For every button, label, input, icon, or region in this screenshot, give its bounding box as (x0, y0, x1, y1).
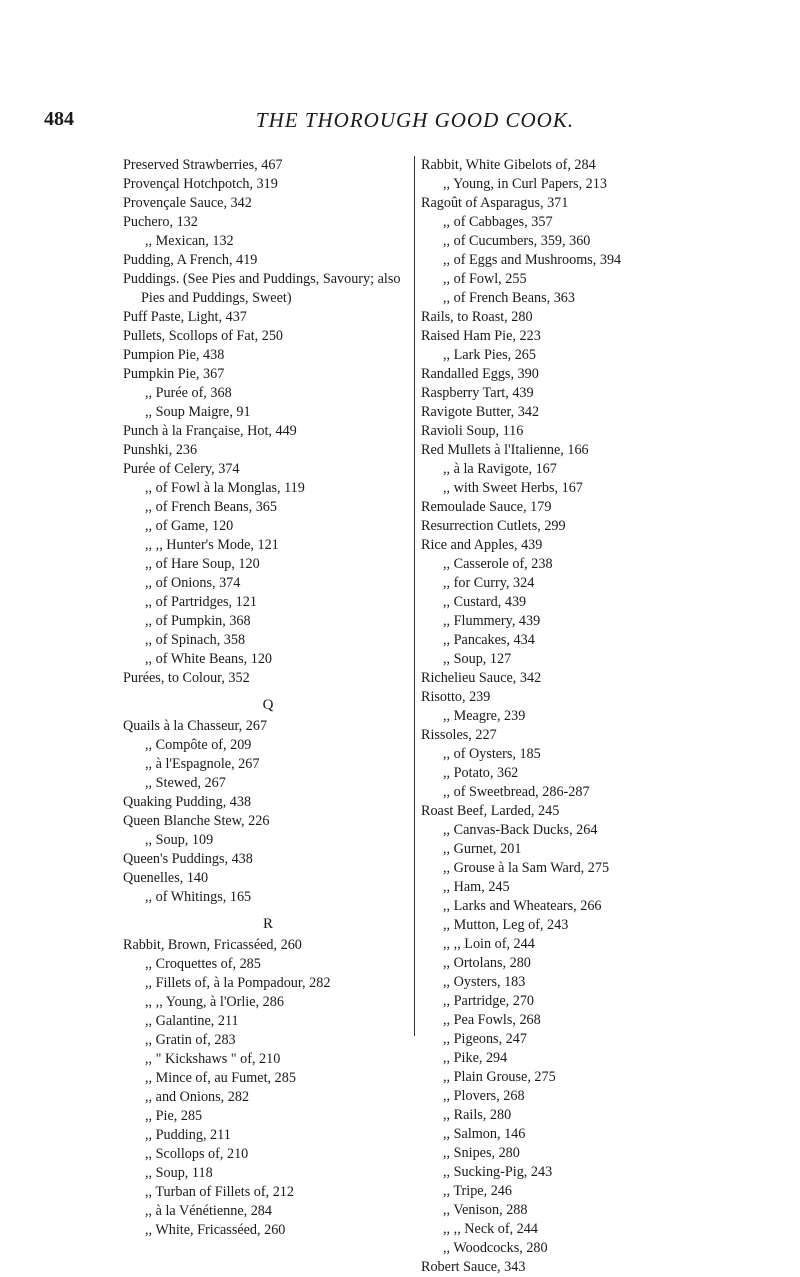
index-subentry: ,, Soup Maigre, 91 (145, 404, 251, 420)
index-subentry: ,, of Pumpkin, 368 (145, 613, 251, 629)
index-subentry: ,, Custard, 439 (443, 594, 527, 610)
index-subentry: ,, Grouse à la Sam Ward, 275 (443, 860, 610, 876)
index-subentry: ,, Gratin of, 283 (145, 1032, 236, 1048)
index-entry: Pullets, Scollops of Fat, 250 (123, 328, 284, 344)
index-subentry: ,, White, Fricasséed, 260 (145, 1222, 286, 1238)
index-subentry: ,, for Curry, 324 (443, 575, 535, 591)
index-subentry: ,, of Fowl, 255 (443, 271, 527, 287)
index-subentry: ,, ,, Neck of, 244 (443, 1221, 538, 1237)
index-subentry: ,, Turban of Fillets of, 212 (145, 1184, 294, 1200)
index-subentry: ,, of White Beans, 120 (145, 651, 273, 667)
index-subentry: ,, Oysters, 183 (443, 974, 526, 990)
index-subentry: ,, of Whitings, 165 (145, 889, 252, 905)
index-entry: Risotto, 239 (421, 689, 491, 705)
running-title: THE THOROUGH GOOD COOK. (255, 108, 575, 132)
index-entry: Puddings. (See Pies and Puddings, Savoury; also Pies and Puddings, Sweet) (123, 271, 401, 306)
index-subentry: ,, of Partridges, 121 (145, 594, 257, 610)
section-letter: Q (262, 697, 274, 713)
index-entry: Purée of Celery, 374 (123, 461, 240, 477)
index-subentry: ,, of Sweetbread, 286-287 (443, 784, 590, 800)
index-subentry: ,, of Cucumbers, 359, 360 (443, 233, 591, 249)
index-entry: Ravioli Soup, 116 (421, 423, 524, 439)
index-subentry: ,, ,, Hunter's Mode, 121 (145, 537, 279, 553)
index-subentry: ,, Mutton, Leg of, 243 (443, 917, 569, 933)
index-subentry: ,, Fillets of, à la Pompadour, 282 (145, 975, 331, 991)
index-subentry: ,, Mince of, au Fumet, 285 (145, 1070, 296, 1086)
index-entry: Resurrection Cutlets, 299 (421, 518, 566, 534)
index-entry: Preserved Strawberries, 467 (123, 157, 283, 173)
index-entry: Rissoles, 227 (421, 727, 497, 743)
index-subentry: ,, Casserole of, 238 (443, 556, 553, 572)
index-subentry: ,, ,, Young, à l'Orlie, 286 (145, 994, 284, 1010)
index-subentry: ,, Soup, 109 (145, 832, 214, 848)
index-subentry: ,, Croquettes of, 285 (145, 956, 261, 972)
index-subentry: ,, Pea Fowls, 268 (443, 1012, 541, 1028)
index-subentry: ,, à la Ravigote, 167 (443, 461, 557, 477)
index-entry: Rabbit, Brown, Fricasséed, 260 (123, 937, 302, 953)
index-entry: Richelieu Sauce, 342 (421, 670, 542, 686)
index-entry: Pumpion Pie, 438 (123, 347, 225, 363)
index-subentry: ,, Woodcocks, 280 (443, 1240, 548, 1256)
index-subentry: ,, " Kickshaws " of, 210 (145, 1051, 281, 1067)
index-subentry: ,, à la Vénétienne, 284 (145, 1203, 272, 1219)
index-subentry: ,, Potato, 362 (443, 765, 519, 781)
index-subentry: ,, Compôte of, 209 (145, 737, 252, 753)
index-subentry: ,, Pike, 294 (443, 1050, 508, 1066)
index-entry: Quails à la Chasseur, 267 (123, 718, 268, 734)
page-header (0, 108, 800, 132)
index-entry: Punch à la Française, Hot, 449 (123, 423, 297, 439)
index-entry: Raspberry Tart, 439 (421, 385, 534, 401)
index-subentry: ,, of French Beans, 363 (443, 290, 575, 306)
index-subentry: ,, Sucking-Pig, 243 (443, 1164, 553, 1180)
index-entry: Ravigote Butter, 342 (421, 404, 540, 420)
index-subentry: ,, of Spinach, 358 (145, 632, 246, 648)
index-subentry: ,, Partridge, 270 (443, 993, 535, 1009)
index-subentry: ,, Soup, 118 (145, 1165, 213, 1181)
index-subentry: ,, and Onions, 282 (145, 1089, 250, 1105)
index-subentry: ,, Gurnet, 201 (443, 841, 522, 857)
index-entry: Red Mullets à l'Italienne, 166 (421, 442, 589, 458)
index-subentry: ,, Scollops of, 210 (145, 1146, 249, 1162)
index-subentry: ,, Stewed, 267 (145, 775, 226, 791)
index-entry: Puff Paste, Light, 437 (123, 309, 247, 325)
index-entry: Randalled Eggs, 390 (421, 366, 539, 382)
index-subentry: ,, Tripe, 246 (443, 1183, 512, 1199)
index-entry: Queen's Puddings, 438 (123, 851, 253, 867)
index-entry: Rabbit, White Gibelots of, 284 (421, 157, 596, 173)
index-subentry: ,, Pudding, 211 (145, 1127, 231, 1143)
index-subentry: ,, Venison, 288 (443, 1202, 528, 1218)
index-entry: Roast Beef, Larded, 245 (421, 803, 560, 819)
index-subentry: ,, Pigeons, 247 (443, 1031, 527, 1047)
index-subentry: ,, Galantine, 211 (145, 1013, 239, 1029)
index-entry: Queen Blanche Stew, 226 (123, 813, 270, 829)
index-subentry: ,, Salmon, 146 (443, 1126, 526, 1142)
index-subentry: ,, of Fowl à la Monglas, 119 (145, 480, 305, 496)
index-subentry: ,, Pancakes, 434 (443, 632, 535, 648)
index-subentry: ,, Pie, 285 (145, 1108, 203, 1124)
index-subentry: ,, of Onions, 374 (145, 575, 241, 591)
index-subentry: ,, ,, Loin of, 244 (443, 936, 535, 952)
index-subentry: ,, of Hare Soup, 120 (145, 556, 260, 572)
index-subentry: ,, Snipes, 280 (443, 1145, 520, 1161)
index-subentry: ,, Mexican, 132 (145, 233, 234, 249)
index-subentry: ,, Ortolans, 280 (443, 955, 531, 971)
index-subentry: ,, Plovers, 268 (443, 1088, 525, 1104)
index-entry: Pudding, A French, 419 (123, 252, 258, 268)
index-subentry: ,, Ham, 245 (443, 879, 510, 895)
index-subentry: ,, Soup, 127 (443, 651, 512, 667)
index-entry: Provençale Sauce, 342 (123, 195, 252, 211)
index-entry: Quenelles, 140 (123, 870, 209, 886)
index-entry: Ragoût of Asparagus, 371 (421, 195, 569, 211)
index-subentry: ,, with Sweet Herbs, 167 (443, 480, 583, 496)
index-entry: Rice and Apples, 439 (421, 537, 543, 553)
page-number: 484 (44, 108, 74, 130)
index-entry: Raised Ham Pie, 223 (421, 328, 541, 344)
index-column-left (123, 156, 413, 1240)
index-subentry: ,, Flummery, 439 (443, 613, 541, 629)
section-letter: R (262, 916, 273, 932)
index-entry: Provençal Hotchpotch, 319 (123, 176, 278, 192)
index-entry: Quaking Pudding, 438 (123, 794, 252, 810)
index-subentry: ,, Lark Pies, 265 (443, 347, 536, 363)
index-subentry: ,, Young, in Curl Papers, 213 (443, 176, 607, 192)
index-entry: Rails, to Roast, 280 (421, 309, 533, 325)
index-subentry: ,, Rails, 280 (443, 1107, 512, 1123)
index-subentry: ,, Larks and Wheatears, 266 (443, 898, 602, 914)
index-subentry: ,, Purée of, 368 (145, 385, 232, 401)
index-subentry: ,, Plain Grouse, 275 (443, 1069, 556, 1085)
index-subentry: ,, of Oysters, 185 (443, 746, 541, 762)
index-subentry: ,, of Game, 120 (145, 518, 234, 534)
index-subentry: ,, of Cabbages, 357 (443, 214, 553, 230)
index-entry: Robert Sauce, 343 (421, 1259, 526, 1275)
index-entry: Pumpkin Pie, 367 (123, 366, 225, 382)
index-entry: Purées, to Colour, 352 (123, 670, 250, 686)
index-subentry: ,, Canvas-Back Ducks, 264 (443, 822, 598, 838)
index-entry: Puchero, 132 (123, 214, 198, 230)
index-entry: Remoulade Sauce, 179 (421, 499, 552, 515)
index-subentry: ,, of French Beans, 365 (145, 499, 277, 515)
index-subentry: ,, à l'Espagnole, 267 (145, 756, 260, 772)
index-column-right (414, 156, 781, 1275)
index-entry: Punshki, 236 (123, 442, 198, 458)
index-subentry: ,, Meagre, 239 (443, 708, 526, 724)
index-subentry: ,, of Eggs and Mushrooms, 394 (443, 252, 622, 268)
